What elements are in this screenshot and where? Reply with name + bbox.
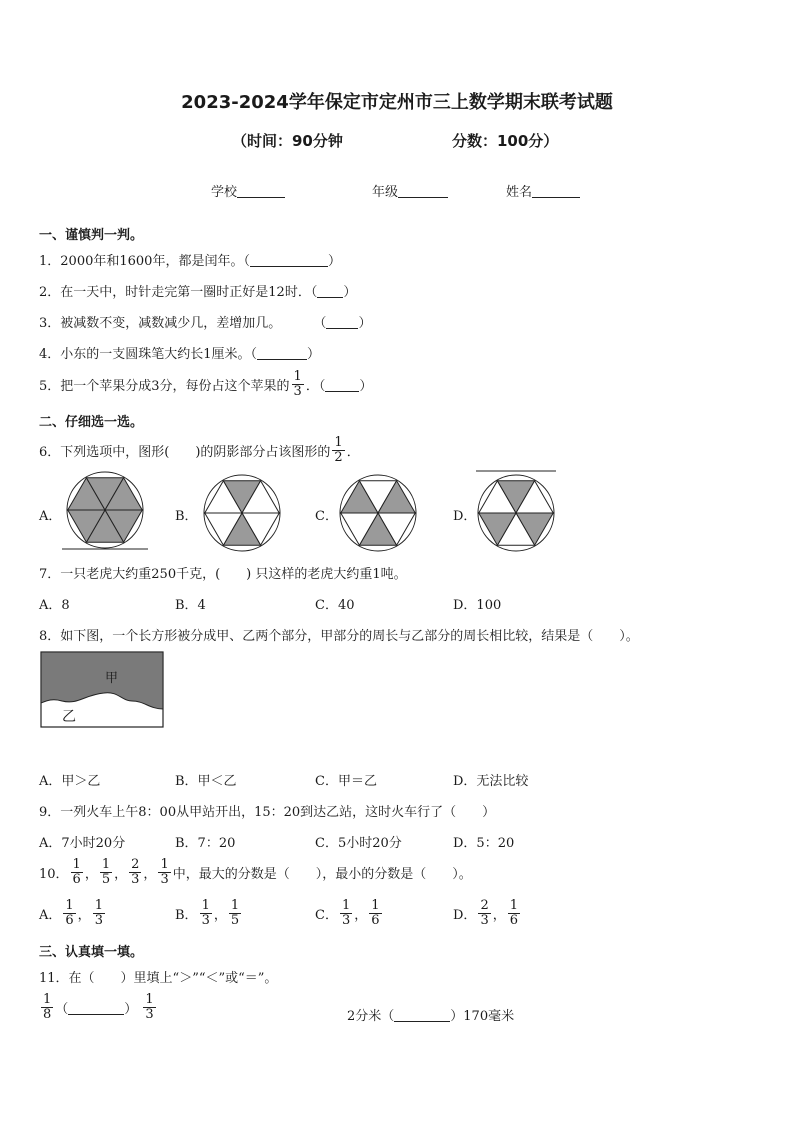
q8-option-b[interactable]: B．甲＜乙 <box>175 774 237 789</box>
fraction: $\frac{1}{6}$ <box>72 857 81 887</box>
q6-option-d[interactable]: D． <box>453 509 477 524</box>
question-6-text: 6．下列选项中，图形( )的阴影部分占该图形的 <box>39 445 331 460</box>
question-8: 8．如下图，一个长方形被分成甲、乙两个部分，甲部分的周长与乙部分的周长相比较，结果是（ ）。 <box>39 629 639 644</box>
paren-open: （ <box>313 316 327 331</box>
fraction-one-third: $\frac{1}{3}$ <box>293 369 302 399</box>
q10-option-d[interactable] <box>453 899 522 928</box>
grade-field <box>372 181 448 200</box>
q6-option-b[interactable]: B． <box>175 509 198 524</box>
q8-option-d[interactable]: D．无法比较 <box>453 774 529 789</box>
question-5-text: 5．把一个苹果分成3分，每份占这个苹果的 <box>39 379 290 394</box>
paren-close: ） <box>358 316 372 331</box>
grade-label: 年级 <box>372 185 399 200</box>
question-4 <box>39 343 320 362</box>
q6-option-a[interactable]: A． <box>39 509 62 524</box>
question-1 <box>39 250 341 269</box>
fraction: $\frac{1}{6}$ <box>509 898 519 928</box>
fraction: $\frac{1}{3}$ <box>145 992 154 1022</box>
section-3-heading: 三、认真填一填。 <box>39 945 144 960</box>
q9-option-a[interactable]: A．7小时20分 <box>39 836 126 851</box>
separator: ， <box>143 867 157 882</box>
fraction: $\frac{1}{3}$ <box>160 857 169 887</box>
exam-score: 分数：100分） <box>452 132 559 150</box>
question-2 <box>39 281 356 300</box>
option-label: B． <box>175 908 198 923</box>
q9-option-b[interactable]: B．7：20 <box>175 836 236 851</box>
comparison-left-text: 2分米（ <box>347 1009 395 1024</box>
option-label: C． <box>315 908 338 923</box>
page-title: 2023-2024学年保定市定州市三上数学期末联考试题 <box>181 92 613 113</box>
separator: ， <box>77 908 91 923</box>
paren-close: ） <box>359 379 373 394</box>
fraction: $\frac{1}{6}$ <box>65 898 74 928</box>
q11-left-comparison <box>39 993 158 1022</box>
q6-figure-c[interactable] <box>336 472 420 554</box>
period: ． <box>346 445 360 460</box>
school-field <box>211 181 285 200</box>
option-label: A． <box>39 908 62 923</box>
q10-option-a[interactable] <box>39 899 107 928</box>
fraction: $\frac{2}{3}$ <box>480 898 489 928</box>
separator: ， <box>114 867 128 882</box>
fraction-one-half: $\frac{1}{2}$ <box>334 435 343 465</box>
question-4-text: 4．小东的一支圆珠笔大约长1厘米。（ <box>39 347 258 362</box>
fraction: $\frac{2}{3}$ <box>131 857 140 887</box>
answer-blank[interactable] <box>325 377 359 392</box>
paren-open: （ <box>55 1002 69 1017</box>
answer-blank[interactable] <box>326 314 358 329</box>
answer-blank[interactable] <box>250 252 328 267</box>
section-2-heading: 二、仔细选一选。 <box>39 415 144 430</box>
q11-right-comparison <box>347 1005 514 1024</box>
q6-figure-d[interactable] <box>474 468 558 554</box>
question-10 <box>39 858 472 887</box>
section-1-heading: 一、谨慎判一判。 <box>39 228 144 243</box>
q9-option-c[interactable]: C．5小时20分 <box>315 836 402 851</box>
paren-close: ） <box>307 347 321 362</box>
question-number: 10． <box>39 867 69 882</box>
q7-option-a[interactable]: A．8 <box>39 598 70 613</box>
answer-blank[interactable] <box>68 1000 124 1015</box>
question-1-text: 1．2000年和1600年，都是闰年。（ <box>39 254 250 269</box>
paren-close: ） <box>343 285 357 300</box>
option-label: D． <box>453 908 477 923</box>
question-5 <box>39 370 372 399</box>
separator: ， <box>84 867 98 882</box>
paren-close: ） <box>124 1002 138 1017</box>
answer-blank[interactable] <box>317 283 343 298</box>
q7-option-b[interactable]: B．4 <box>175 598 206 613</box>
question-9: 9．一列火车上午8：00从甲站开出，15：20到达乙站，这时火车行了（ ） <box>39 805 496 820</box>
q9-option-d[interactable]: D．5：20 <box>453 836 515 851</box>
answer-blank[interactable] <box>257 345 307 360</box>
q8-option-a[interactable]: A．甲＞乙 <box>39 774 101 789</box>
exam-time: （时间：90分钟 <box>232 132 343 150</box>
question-3 <box>39 312 371 331</box>
q8-option-c[interactable]: C．甲＝乙 <box>315 774 377 789</box>
name-field <box>506 181 580 200</box>
question-3-text: 3．被减数不变，减数减少几，差增加几。 <box>39 316 282 331</box>
fraction: $\frac{1}{6}$ <box>371 898 380 928</box>
fraction: $\frac{1}{3}$ <box>341 898 351 928</box>
fraction: $\frac{1}{3}$ <box>94 898 103 928</box>
q6-figure-a[interactable] <box>60 470 150 554</box>
question-2-text: 2．在一天中，时针走完第一圈时正好是12时．（ <box>39 285 318 300</box>
q8-label-jia: 甲 <box>105 671 119 686</box>
paren-open: ．（ <box>305 379 326 394</box>
fraction: $\frac{1}{3}$ <box>201 898 210 928</box>
q10-option-b[interactable] <box>175 899 243 928</box>
separator: ， <box>354 908 368 923</box>
q6-option-c[interactable]: C． <box>315 509 338 524</box>
q10-option-c[interactable] <box>315 899 384 928</box>
q7-option-d[interactable]: D．100 <box>453 598 502 613</box>
question-10-text: 中，最大的分数是（ ），最小的分数是（ ）。 <box>172 867 472 882</box>
question-7: 7．一只老虎大约重250千克，( ) 只这样的老虎大约重1吨。 <box>39 567 407 582</box>
question-11: 11．在（ ）里填上“＞”“＜”或“＝”。 <box>39 971 278 986</box>
question-6 <box>39 436 360 465</box>
separator: ， <box>492 908 506 923</box>
fraction: $\frac{1}{5}$ <box>101 857 111 887</box>
fraction: $\frac{1}{5}$ <box>230 898 240 928</box>
paren-close: ） <box>327 254 341 269</box>
separator: ， <box>213 908 227 923</box>
q8-label-yi: 乙 <box>62 709 76 725</box>
answer-blank[interactable] <box>394 1007 450 1022</box>
school-label: 学校 <box>211 185 238 200</box>
q6-figure-b[interactable] <box>200 472 284 554</box>
q8-rectangle-figure <box>40 651 165 729</box>
q7-option-c[interactable]: C．40 <box>315 598 355 613</box>
fraction: $\frac{1}{8}$ <box>43 992 52 1022</box>
name-label: 姓名 <box>506 185 533 200</box>
comparison-right-text: ）170毫米 <box>450 1009 515 1024</box>
